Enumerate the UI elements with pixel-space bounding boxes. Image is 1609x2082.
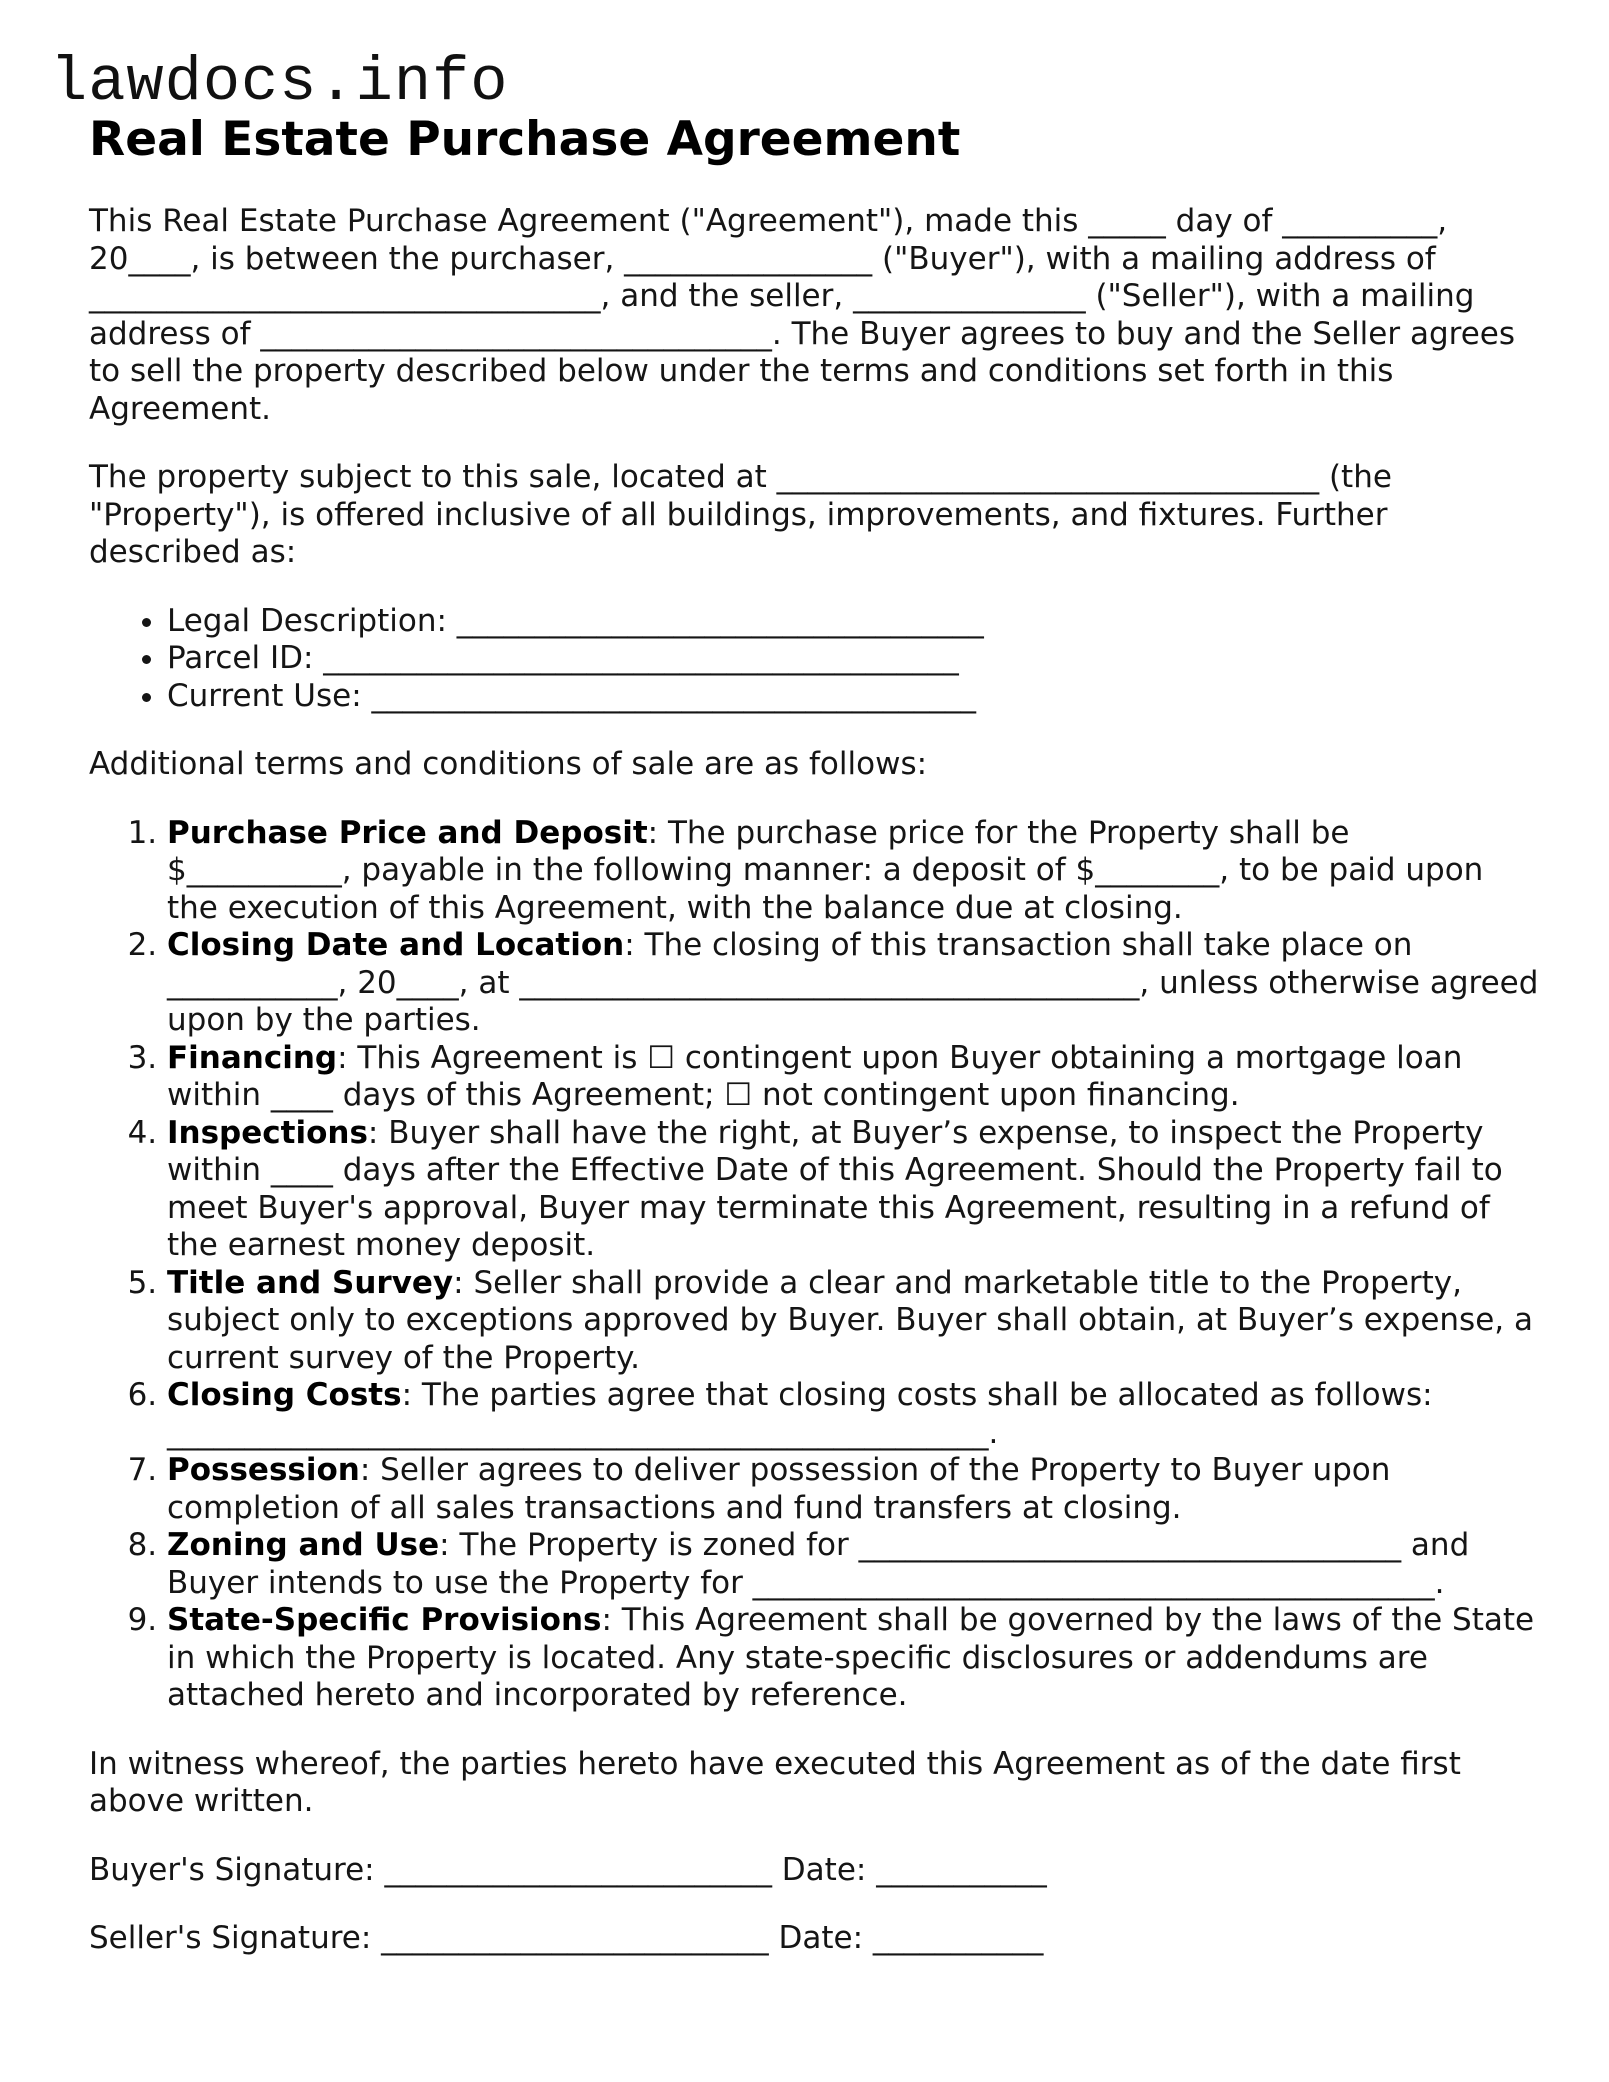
term-possession	[167, 1452, 1539, 1527]
term-state-provisions	[167, 1602, 1539, 1715]
term-heading: Financing	[167, 1039, 338, 1076]
buyer-signature-line	[89, 1852, 1539, 1890]
term-heading: Closing Date and Location	[167, 927, 625, 963]
seller-signature-label: Seller's Signature: _________________________ Date: ___________	[89, 1920, 1044, 1956]
property-details-list	[89, 603, 1539, 716]
list-item-parcel-id: • Parcel ID: _________________________________________	[167, 640, 1539, 678]
term-text: : Buyer shall have the right, at Buyer’s expense, to inspect the Property within ____ days after the Effective Date of this Agreement. Should the Property fail to meet Buyer's approval, Buyer may terminate this Agreement, resulting in a refund of the earnest money deposit.	[167, 1114, 1503, 1263]
term-closing-date	[167, 927, 1539, 1040]
term-text: : The closing of this transaction shall take place on ___________, 20____, at ________________________________________, unless otherwise agreed upon by the parties.	[167, 927, 1539, 1038]
term-text: : The Property is zoned for ___________________________________ and Buyer intends to use the Property for ____________________________________________.	[167, 1527, 1470, 1601]
property-paragraph: The property subject to this sale, located at ___________________________________ (the "Property"), is offered inclusive of all buildings, improvements, and fixtures. Further described as:	[89, 459, 1392, 570]
intro-paragraph: This Real Estate Purchase Agreement ("Agreement"), made this _____ day of __________, 20____, is between the purchaser, ________________ ("Buyer"), with a mailing address of _________________________________, and the seller, _______________ ("Seller"), with a mailing address of _________________________________. The Buyer agrees to buy and the Seller agrees to sell the property described below under the terms and conditions set forth in this Agreement.	[89, 203, 1515, 427]
term-purchase-price	[167, 815, 1539, 928]
term-text: : Seller agrees to deliver possession of the Property to Buyer upon completion of all sales transactions and fund transfers at closing.	[167, 1452, 1391, 1526]
witness-paragraph: In witness whereof, the parties hereto have executed this Agreement as of the date first above written.	[89, 1745, 1461, 1819]
term-title-survey	[167, 1265, 1539, 1378]
document-body	[89, 203, 1539, 1989]
term-inspections	[167, 1115, 1539, 1265]
page-title: Real Estate Purchase Agreement	[89, 112, 961, 167]
term-zoning-use	[167, 1527, 1539, 1602]
term-heading: Title and Survey	[167, 1264, 454, 1301]
term-closing-costs	[167, 1377, 1539, 1452]
list-item-current-use: • Current Use: _______________________________________	[167, 678, 1539, 716]
term-heading: Possession	[167, 1452, 360, 1488]
term-text: : This Agreement is ☐ contingent upon Buyer obtaining a mortgage loan within ____ days of this Agreement; ☐ not contingent upon financing.	[167, 1039, 1463, 1113]
term-text: : The parties agree that closing costs shall be allocated as follows: _____________________________________________________.	[167, 1377, 1433, 1451]
term-heading: Purchase Price and Deposit	[167, 814, 648, 851]
term-heading: Zoning and Use	[167, 1527, 440, 1563]
term-text: : Seller shall provide a clear and marketable title to the Property, subject only to exceptions approved by Buyer. Buyer shall obtain, at Buyer’s expense, a current survey of the Property.	[167, 1264, 1533, 1376]
terms-list	[89, 815, 1539, 1715]
term-text: : The purchase price for the Property shall be $__________, payable in the following manner: a deposit of $________, to be paid upon the execution of this Agreement, with the balance due at closing.	[167, 814, 1484, 926]
site-watermark: lawdocs.info	[50, 47, 509, 118]
seller-signature-line	[89, 1920, 1539, 1958]
term-text: : This Agreement shall be governed by the laws of the State in which the Property is located. Any state-specific disclosures or addendums are attached hereto and incorporated by reference.	[167, 1602, 1535, 1713]
terms-intro: Additional terms and conditions of sale are as follows:	[89, 746, 928, 782]
term-financing	[167, 1040, 1539, 1115]
list-item-legal-description: • Legal Description: __________________________________	[167, 603, 1539, 641]
term-heading: State-Specific Provisions	[167, 1602, 602, 1638]
term-heading: Inspections	[167, 1114, 368, 1151]
buyer-signature-label: Buyer's Signature: _________________________ Date: ___________	[89, 1851, 1047, 1888]
term-heading: Closing Costs	[167, 1377, 402, 1413]
